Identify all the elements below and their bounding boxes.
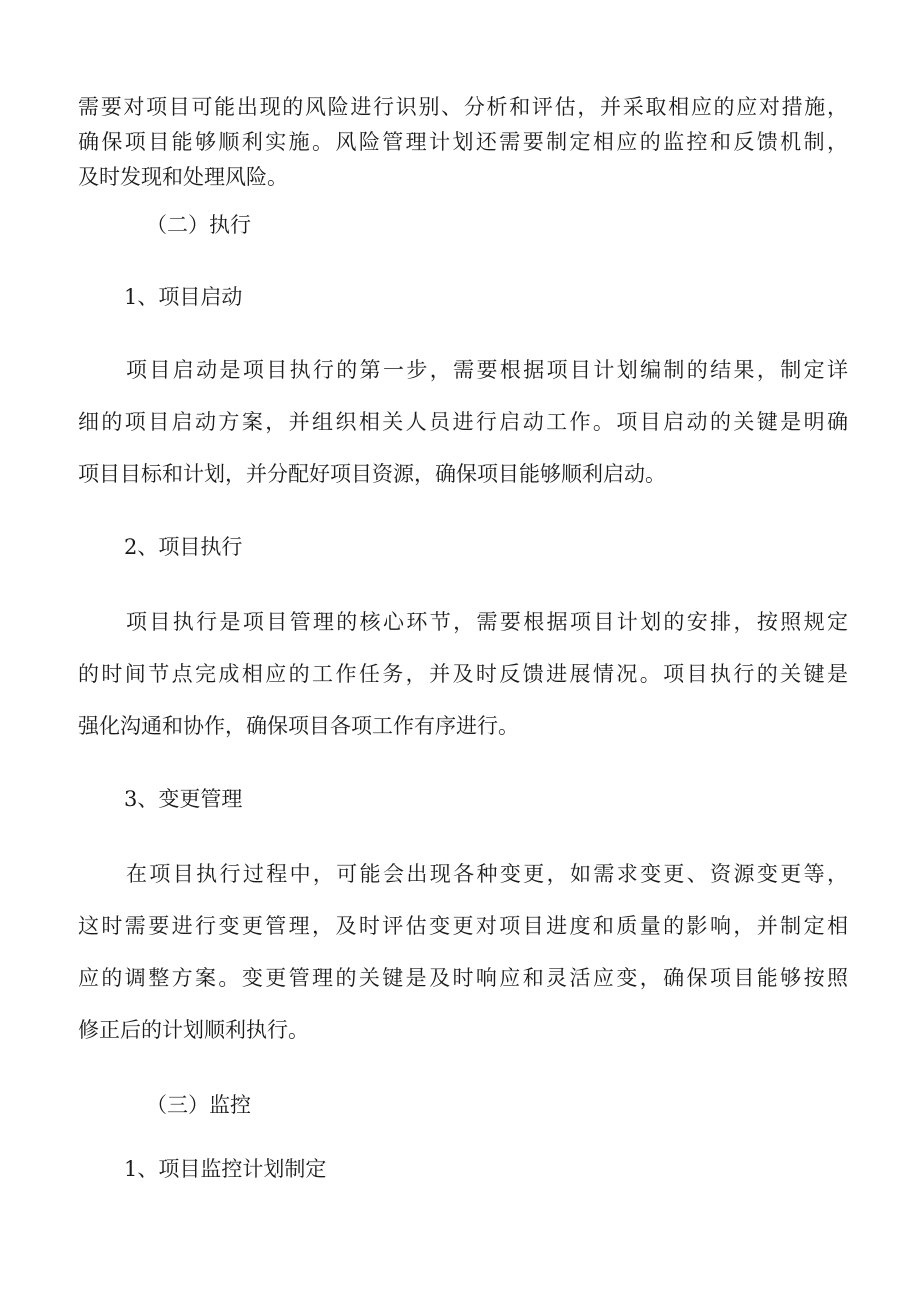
section-heading-monitoring: （三）监控	[146, 1093, 251, 1117]
paragraph-line: 项目执行是项目管理的核心环节，需要根据项目计划的安排，按照规定	[126, 610, 848, 634]
paragraph-project-start	[78, 344, 848, 500]
paragraph-line: 需要对项目可能出现的风险进行识别、分析和评估，并采取相应的应对措施，	[78, 95, 848, 119]
paragraph-line: 项目目标和计划，并分配好项目资源，确保项目能够顺利启动。	[78, 462, 666, 486]
paragraph-line: 细的项目启动方案，并组织相关人员进行启动工作。项目启动的关键是明确	[78, 410, 848, 434]
paragraph-line: 修正后的计划顺利执行。	[78, 1018, 309, 1042]
paragraph-line: 项目启动是项目执行的第一步，需要根据项目计划编制的结果，制定详	[126, 358, 848, 382]
paragraph-change-management	[78, 848, 848, 1056]
item-heading-project-execution: 2、项目执行	[124, 535, 243, 559]
paragraph-line: 在项目执行过程中，可能会出现各种变更，如需求变更、资源变更等，	[126, 862, 848, 886]
paragraph-line: 应的调整方案。变更管理的关键是及时响应和灵活应变，确保项目能够按照	[78, 966, 848, 990]
item-heading-project-start: 1、项目启动	[124, 285, 243, 309]
paragraph-line: 确保项目能够顺利实施。风险管理计划还需要制定相应的监控和反馈机制，	[78, 130, 848, 154]
paragraph-line: 强化沟通和协作，确保项目各项工作有序进行。	[78, 714, 519, 738]
paragraph-project-execution	[78, 596, 848, 752]
paragraph-line: 的时间节点完成相应的工作任务，并及时反馈进展情况。项目执行的关键是	[78, 662, 848, 686]
item-heading-change-management: 3、变更管理	[124, 787, 243, 811]
section-heading-execution: （二）执行	[146, 213, 251, 237]
paragraph-risk-management-continued	[78, 90, 848, 195]
paragraph-line: 这时需要进行变更管理，及时评估变更对项目进度和质量的影响，并制定相	[78, 914, 848, 938]
paragraph-line: 及时发现和处理风险。	[78, 165, 288, 189]
item-heading-monitoring-plan: 1、项目监控计划制定	[124, 1157, 327, 1181]
